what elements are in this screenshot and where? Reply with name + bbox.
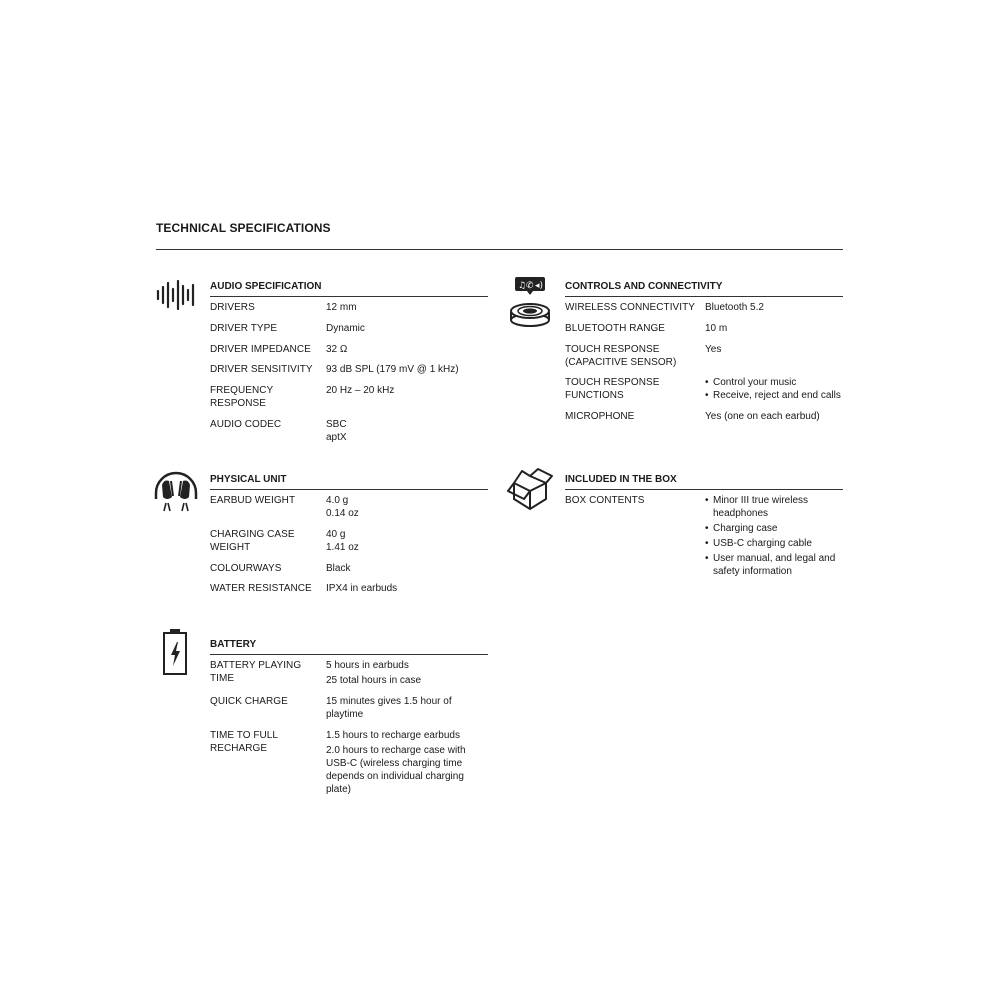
spec-label: DRIVER IMPEDANCE (210, 343, 311, 355)
svg-text:✆: ✆ (526, 281, 534, 291)
bullet-item: • Receive, reject and end calls (705, 390, 841, 402)
spec-value: USB-C (wireless charging time (326, 757, 463, 769)
bullet-text: User manual, and legal and (713, 553, 836, 564)
spec-value: Yes (one on each earbud) (705, 411, 820, 423)
audio-specification-section (210, 280, 488, 452)
spec-row (210, 528, 488, 554)
spec-value: 40 g (326, 528, 346, 540)
spec-row (210, 695, 488, 721)
bullet-text: Charging case (713, 523, 778, 534)
battery-charging-icon (162, 628, 188, 676)
spec-value: 1.41 oz (326, 541, 359, 553)
spec-row (210, 301, 488, 314)
section-title: AUDIO SPECIFICATION (210, 280, 488, 297)
spec-row (210, 562, 488, 575)
spec-label: BOX CONTENTS (565, 495, 645, 506)
bullet-item: • Minor III true wireless headphones (705, 495, 809, 519)
spec-row (210, 729, 488, 796)
spec-value: 32 Ω (326, 343, 348, 355)
section-title: BATTERY (210, 638, 488, 655)
spec-row (565, 376, 843, 402)
spec-label: TOUCH RESPONSE (565, 343, 660, 355)
spec-label: DRIVER TYPE (210, 322, 278, 334)
spec-row (565, 343, 843, 369)
section-title: CONTROLS AND CONNECTIVITY (565, 280, 843, 297)
spec-label: BLUETOOTH RANGE (565, 322, 666, 334)
open-box-icon (506, 465, 554, 511)
spec-label: CHARGING CASE WEIGHT (210, 528, 295, 553)
spec-value: 10 m (705, 322, 728, 334)
included-in-box-section (565, 473, 843, 586)
spec-label: WATER RESISTANCE (210, 583, 312, 595)
spec-row (565, 494, 843, 578)
bullet-item: • USB-C charging cable (705, 538, 812, 549)
spec-value: Bluetooth 5.2 (705, 302, 764, 313)
spec-label: AUDIO CODEC (210, 418, 282, 430)
svg-text:◂): ◂) (535, 281, 544, 291)
spec-value: 20 Hz – 20 kHz (326, 385, 395, 397)
spec-row (210, 363, 488, 376)
spec-label: COLOURWAYS (210, 562, 282, 574)
spec-row (210, 659, 488, 687)
spec-value: Black (326, 562, 351, 574)
battery-section (210, 638, 488, 803)
earbuds-icon (152, 465, 200, 513)
spec-value: Dynamic (326, 322, 365, 334)
spec-row (210, 322, 488, 335)
spec-value: IPX4 in earbuds (326, 583, 398, 595)
spec-value: depends on individual charging plate) (326, 770, 464, 795)
title-divider (156, 249, 843, 250)
spec-label: TIME TO FULL RECHARGE (210, 729, 278, 754)
bullet-item: • Control your music (705, 377, 797, 389)
physical-unit-section (210, 473, 488, 603)
sound-wave-icon (155, 280, 197, 310)
section-title: INCLUDED IN THE BOX (565, 473, 843, 490)
spec-label: TOUCH RESPONSE FUNCTIONS (565, 377, 660, 402)
spec-value: 4.0 g (326, 495, 349, 506)
bullet-text: Receive, reject and end calls (713, 390, 841, 402)
bullet-text: Control your music (713, 377, 797, 389)
bullet-text: headphones (713, 508, 769, 519)
spec-row (210, 343, 488, 356)
bullet-item: • User manual, and legal and safety information (705, 553, 836, 577)
bullet-item: • Charging case (705, 523, 778, 534)
bullet-text: safety information (713, 566, 792, 577)
page-title: TECHNICAL SPECIFICATIONS (156, 221, 331, 235)
spec-label: MICROPHONE (565, 411, 635, 423)
spec-label: DRIVER SENSITIVITY (210, 364, 313, 376)
spec-value: 1.5 hours to recharge earbuds (326, 729, 460, 741)
spec-label: FREQUENCY RESPONSE (210, 385, 274, 410)
spec-row (210, 582, 488, 595)
bullet-text: USB-C charging cable (713, 538, 812, 549)
spec-row (210, 494, 488, 520)
spec-row (210, 384, 488, 410)
spec-value: SBC (326, 418, 347, 430)
svg-text:♫: ♫ (518, 281, 527, 291)
spec-row (565, 410, 843, 423)
spec-label: DRIVERS (210, 302, 255, 313)
bullet-text: Minor III true wireless (713, 495, 809, 506)
spec-row (565, 322, 843, 335)
spec-label: BATTERY PLAYING TIME (210, 660, 302, 684)
spec-row (210, 418, 488, 444)
touch-control-icon (508, 276, 552, 328)
spec-label: EARBUD WEIGHT (210, 495, 296, 506)
spec-value: 25 total hours in case (326, 675, 422, 686)
spec-value: 12 mm (326, 302, 357, 313)
spec-label: (CAPACITIVE SENSOR) (565, 356, 677, 368)
spec-label: WIRELESS CONNECTIVITY (565, 302, 695, 313)
spec-value: 0.14 oz (326, 508, 359, 519)
spec-value: 93 dB SPL (179 mV @ 1 kHz) (326, 364, 459, 376)
spec-value: aptX (326, 431, 347, 443)
spec-value: 2.0 hours to recharge case with (326, 744, 466, 756)
controls-connectivity-section (565, 280, 843, 431)
spec-label: QUICK CHARGE (210, 695, 288, 707)
section-title: PHYSICAL UNIT (210, 473, 488, 490)
spec-value: 15 minutes gives 1.5 hour of playtime (326, 695, 452, 720)
spec-value: Yes (705, 343, 722, 355)
spec-value: 5 hours in earbuds (326, 660, 409, 671)
spec-row (565, 301, 843, 314)
